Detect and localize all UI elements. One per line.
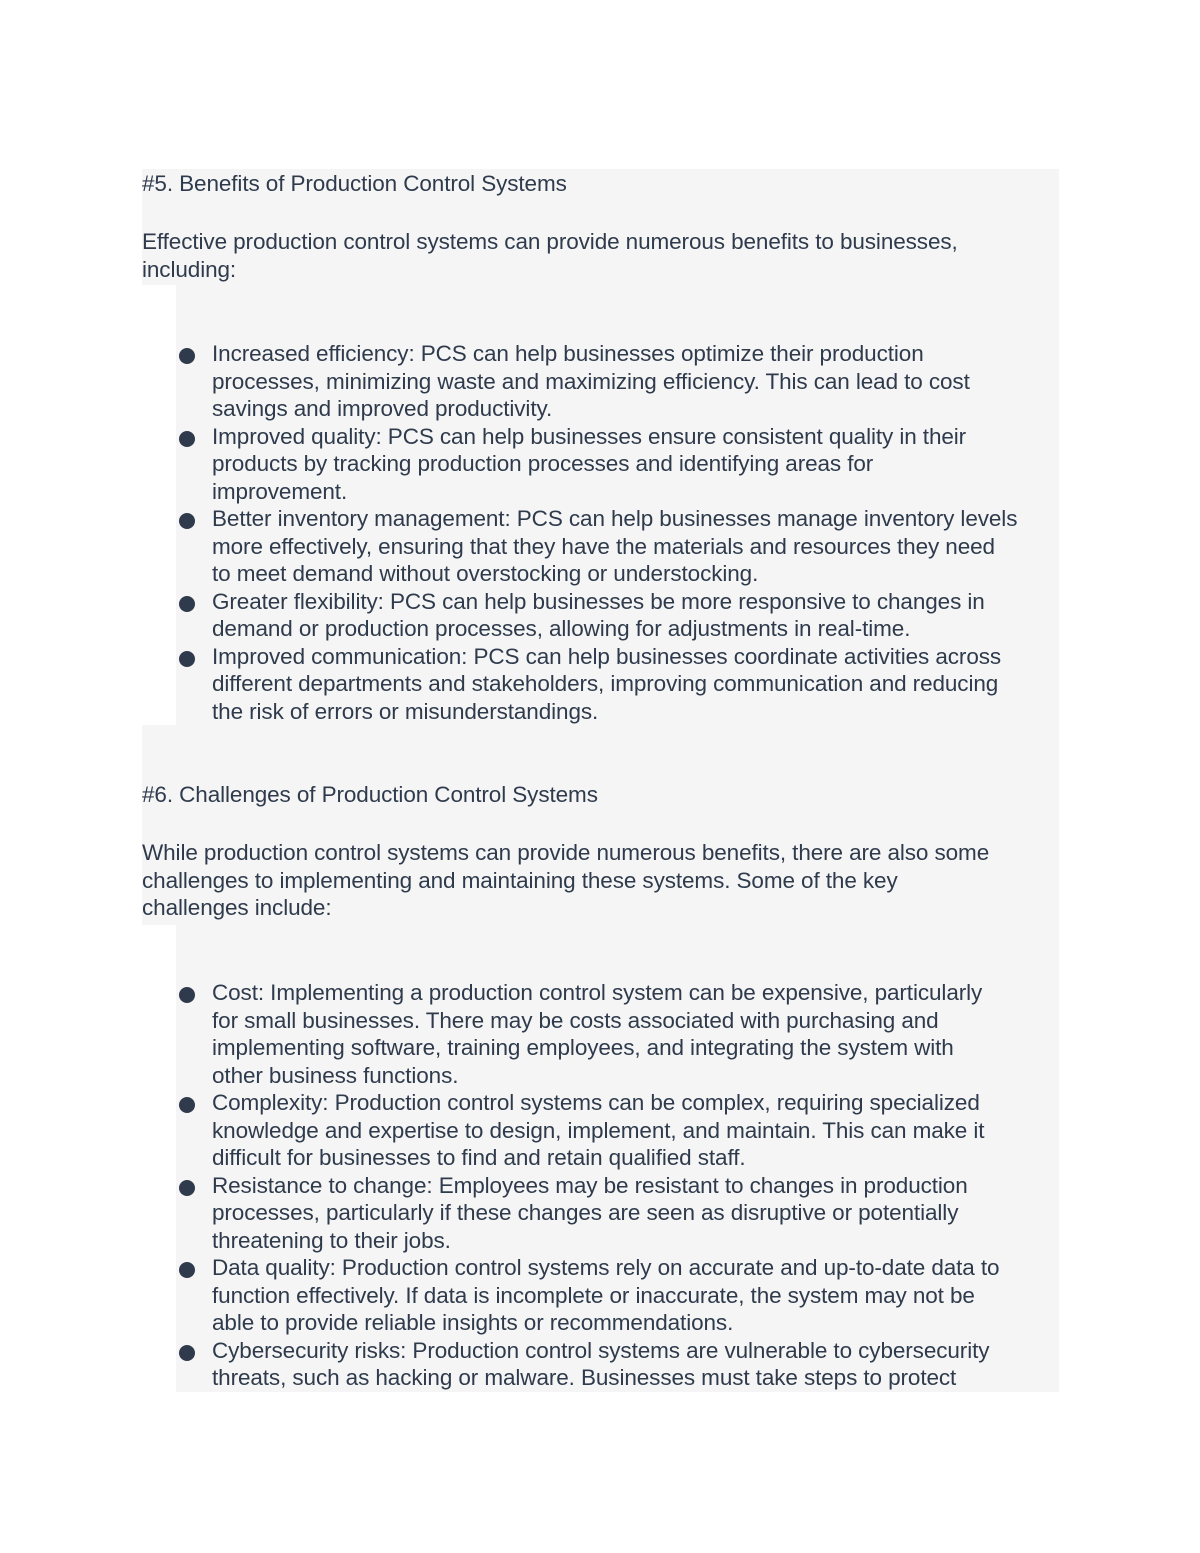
list-item: Better inventory management: PCS can help businesses manage inventory levels more effectively, ensuring that they have the materials and resources they need to meet demand without overstocking or understocking. — [0, 505, 1062, 588]
benefits-list — [0, 340, 1062, 725]
section-5-intro — [142, 228, 1042, 283]
intro-line: While production control systems can provide numerous benefits, there are also some — [142, 840, 990, 865]
intro-line: including: — [142, 256, 237, 282]
bullet-icon — [179, 651, 195, 667]
list-item: Improved communication: PCS can help businesses coordinate activities across different departments and stakeholders, improving communication and reducing the risk of errors or misunderstandings. — [0, 643, 1062, 726]
section-5-heading: #5. Benefits of Production Control Systems — [142, 171, 567, 196]
intro-line: Effective production control systems can provide numerous benefits to businesses, — [142, 229, 958, 254]
bullet-icon — [179, 513, 195, 529]
bullet-icon — [179, 1262, 195, 1278]
list-item: Improved quality: PCS can help businesses ensure consistent quality in their products by tracking production processes and identifying areas for improvement. — [0, 423, 1062, 506]
bullet-icon — [179, 1180, 195, 1196]
challenges-list — [0, 979, 1062, 1392]
list-item: Resistance to change: Employees may be resistant to changes in production processes, particularly if these changes are seen as disruptive or potentially threatening to their jobs. — [0, 1172, 1062, 1255]
bullet-icon — [179, 1345, 195, 1361]
section-6-heading: #6. Challenges of Production Control Systems — [142, 782, 598, 807]
bullet-icon — [179, 431, 195, 447]
bullet-icon — [179, 348, 195, 364]
list-item: Increased efficiency: PCS can help businesses optimize their production processes, minimizing waste and maximizing efficiency. This can lead to cost savings and improved productivity. — [0, 340, 1062, 423]
list-item: Cybersecurity risks: Production control systems are vulnerable to cybersecurity threats, such as hacking or malware. Businesses must take steps to protect — [0, 1337, 1062, 1392]
bullet-icon — [179, 1097, 195, 1113]
list-item: Cost: Implementing a production control system can be expensive, particularly for small businesses. There may be costs associated with purchasing and implementing software, training employees, and integrating the system with other business functions. — [0, 979, 1062, 1089]
intro-line: challenges include: — [142, 895, 332, 920]
bullet-icon — [179, 987, 195, 1003]
list-item: Greater flexibility: PCS can help businesses be more responsive to changes in demand or production processes, allowing for adjustments in real-time. — [0, 588, 1062, 643]
bullet-icon — [179, 596, 195, 612]
list-item: Complexity: Production control systems can be complex, requiring specialized knowledge and expertise to design, implement, and maintain. This can make it difficult for businesses to find and retain qualified staff. — [0, 1089, 1062, 1172]
list-item: Data quality: Production control systems rely on accurate and up-to-date data to function effectively. If data is incomplete or inaccurate, the system may not be able to provide reliable insights or recommendations. — [0, 1254, 1062, 1337]
section-6-intro — [142, 839, 1042, 922]
intro-line: challenges to implementing and maintaining these systems. Some of the key — [142, 867, 898, 893]
